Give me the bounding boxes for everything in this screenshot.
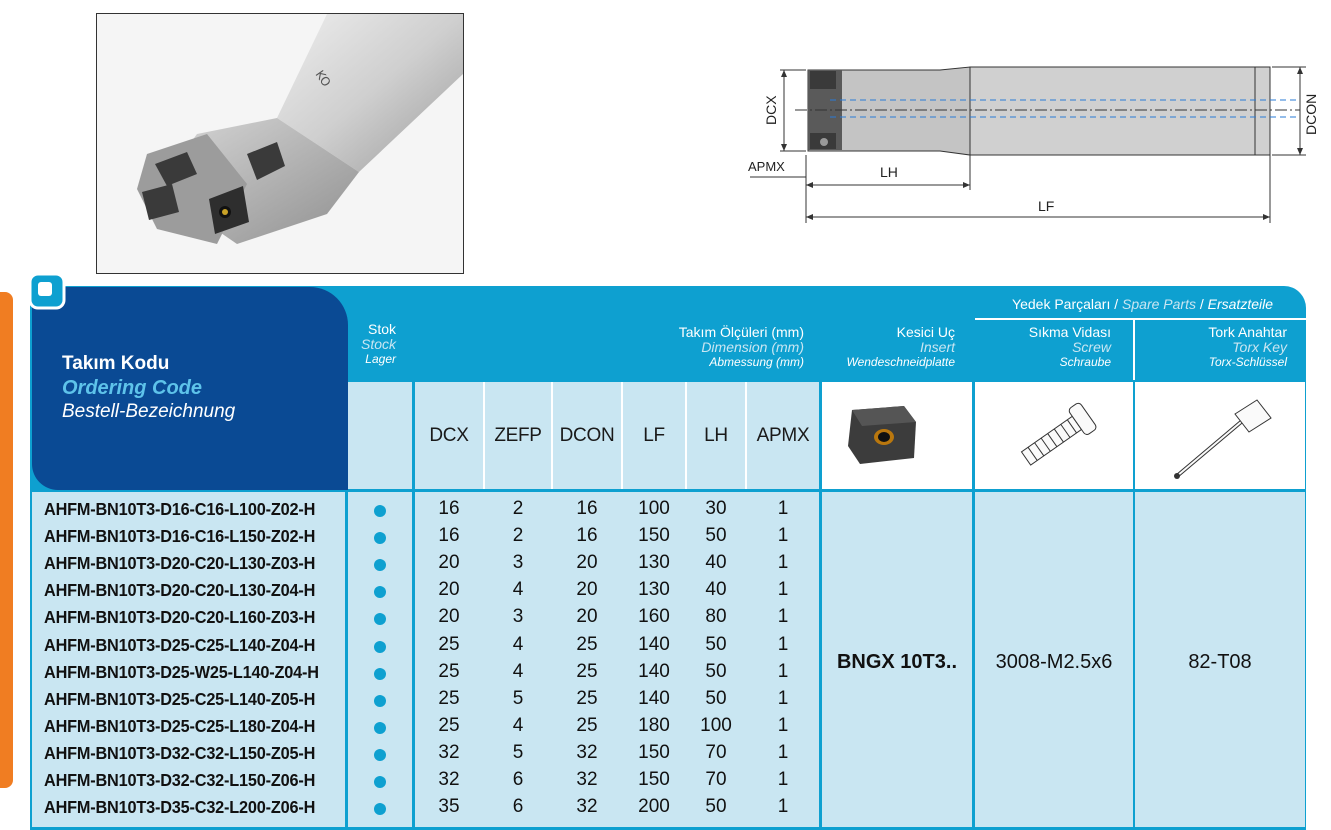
cell-dcx: 32: [438, 741, 460, 763]
stock-indicator-icon: [374, 722, 386, 734]
cell-apmx: 1: [777, 606, 789, 628]
cell-zefp: 4: [512, 660, 524, 682]
dcx-label: DCX: [763, 95, 779, 125]
cell-apmx: 1: [777, 714, 789, 736]
cell-apmx: 1: [777, 796, 789, 818]
dimensions-header-de: Abmessung (mm): [709, 355, 804, 369]
key-header-de: Torx-Schlüssel: [1208, 355, 1287, 369]
cell-dcx: 20: [438, 552, 460, 574]
spare-parts-sep2: /: [1195, 296, 1208, 312]
cell-apmx: 1: [777, 741, 789, 763]
cell-lh: 40: [705, 552, 727, 574]
cell-zefp: 5: [512, 741, 524, 763]
col-header-apmx: APMX: [756, 425, 810, 446]
row-ordering-code: AHFM-BN10T3-D20-C20-L130-Z04-H: [44, 580, 316, 601]
row-ordering-code: AHFM-BN10T3-D25-C25-L140-Z05-H: [44, 688, 316, 709]
cell-dcx: 20: [438, 606, 460, 628]
cell-lf: 140: [638, 633, 670, 655]
col-sep: [483, 382, 485, 489]
row-ordering-code: AHFM-BN10T3-D25-C25-L140-Z04-H: [44, 634, 316, 655]
stock-header: [348, 322, 396, 367]
cell-dcon: 20: [576, 579, 598, 601]
cell-dcon: 20: [576, 606, 598, 628]
cell-zefp: 2: [512, 525, 524, 547]
cell-dcx: 25: [438, 660, 460, 682]
product-photo: [96, 13, 464, 274]
stock-indicator-icon: [374, 668, 386, 680]
stock-indicator-icon: [374, 695, 386, 707]
stock-image-cell: [348, 382, 412, 489]
insert-image-cell: [822, 382, 972, 489]
dimensions-header: [560, 325, 804, 370]
dcon-label: DCON: [1303, 93, 1319, 135]
cell-lf: 140: [638, 660, 670, 682]
cell-dcon: 32: [576, 741, 598, 763]
spare-parts-rule: [975, 318, 1306, 320]
insert-code: BNGX 10T3..: [836, 651, 958, 673]
cell-lh: 40: [705, 579, 727, 601]
cell-zefp: 4: [512, 633, 524, 655]
ordering-title-tr: Takım Kodu: [62, 353, 170, 374]
row-ordering-code: AHFM-BN10T3-D20-C20-L130-Z03-H: [44, 553, 316, 574]
cell-dcx: 16: [438, 525, 460, 547]
technical-drawing: [740, 55, 1320, 230]
col-sep: [685, 382, 687, 489]
screw-code: 3008-M2.5x6: [995, 651, 1113, 673]
cell-lf: 160: [638, 606, 670, 628]
col-header-lf: LF: [643, 425, 665, 446]
cell-apmx: 1: [777, 769, 789, 790]
cell-lf: 180: [638, 714, 670, 736]
col-header-dcx: DCX: [429, 425, 469, 446]
cell-dcon: 32: [576, 796, 598, 818]
cell-lf: 100: [638, 498, 670, 519]
cell-dcon: 20: [576, 552, 598, 574]
cell-lh: 70: [705, 769, 727, 790]
lf-label: LF: [1038, 198, 1055, 214]
milling-cutter-photo: [97, 14, 463, 273]
stock-indicator-icon: [374, 776, 386, 788]
cell-lh: 100: [700, 714, 732, 736]
cell-apmx: 1: [777, 579, 789, 601]
cell-dcon: 25: [576, 633, 598, 655]
cell-dcx: 35: [438, 796, 460, 818]
screw-header: [975, 325, 1111, 370]
cell-dcx: 25: [438, 687, 460, 709]
row-ordering-code: AHFM-BN10T3-D25-W25-L140-Z04-H: [44, 661, 319, 682]
cell-lh: 50: [705, 660, 727, 682]
cell-zefp: 4: [512, 579, 524, 601]
cell-apmx: 1: [777, 687, 789, 709]
dimensions-header-tr: Takım Ölçüleri (mm): [678, 324, 804, 340]
cell-dcon: 25: [576, 660, 598, 682]
cell-dcon: 25: [576, 687, 598, 709]
cell-lf: 150: [638, 769, 670, 790]
col-sep: [621, 382, 623, 489]
stock-indicator-icon: [374, 749, 386, 761]
spare-parts-de: Ersatzteile: [1207, 296, 1273, 312]
key-header-tr: Tork Anahtar: [1208, 324, 1287, 340]
cell-apmx: 1: [777, 552, 789, 574]
stock-header-tr: Stok: [367, 321, 396, 337]
stock-indicator-icon: [374, 803, 386, 815]
cell-dcx: 16: [438, 498, 460, 519]
cell-lf: 140: [638, 687, 670, 709]
cell-zefp: 5: [512, 687, 524, 709]
engraving-text: KO: [312, 67, 334, 90]
cell-dcx: 20: [438, 579, 460, 601]
cell-lf: 150: [638, 525, 670, 547]
lh-label: LH: [880, 164, 898, 180]
side-tab: [0, 292, 13, 788]
screw-icon: [975, 382, 1133, 489]
cell-apmx: 1: [777, 660, 789, 682]
ordering-title-en: Ordering Code: [62, 377, 203, 399]
spare-parts-divider: [1133, 320, 1135, 380]
stock-indicator-icon: [374, 505, 386, 517]
screw-header-tr: Sıkma Vidası: [1028, 324, 1111, 340]
stock-indicator-icon: [374, 641, 386, 653]
col-header-lh: LH: [704, 425, 728, 446]
cell-dcx: 32: [438, 769, 460, 790]
cell-dcx: 25: [438, 633, 460, 655]
col-sep: [551, 382, 553, 489]
cell-lh: 50: [705, 525, 727, 547]
cell-dcon: 25: [576, 714, 598, 736]
row-ordering-code: AHFM-BN10T3-D25-C25-L180-Z04-H: [44, 715, 316, 736]
col-header-dcon: DCON: [559, 425, 615, 446]
key-code: 82-T08: [1188, 651, 1252, 673]
ordering-code-header: [32, 287, 348, 490]
col-sep: [745, 382, 747, 489]
row-ordering-code: AHFM-BN10T3-D32-C32-L150-Z06-H: [44, 770, 316, 790]
cell-dcx: 25: [438, 714, 460, 736]
cell-dcon: 16: [576, 498, 598, 519]
cell-lh: 30: [705, 498, 727, 519]
row-ordering-code: AHFM-BN10T3-D32-C32-L150-Z05-H: [44, 742, 316, 763]
cell-lh: 70: [705, 741, 727, 763]
insert-icon: [822, 382, 972, 489]
key-header: [1135, 325, 1287, 370]
spare-parts-sep1: /: [1110, 296, 1123, 312]
ordering-code-icon: [28, 272, 66, 310]
screw-header-de: Schraube: [1059, 355, 1111, 369]
cell-zefp: 6: [512, 796, 524, 818]
cell-lf: 130: [638, 579, 670, 601]
cell-zefp: 4: [512, 714, 524, 736]
cell-apmx: 1: [777, 498, 789, 519]
cell-zefp: 6: [512, 769, 524, 790]
spare-parts-en: Spare Parts: [1122, 296, 1196, 312]
stock-header-en: Stock: [360, 336, 396, 352]
insert-header-en: Insert: [919, 339, 955, 355]
stock-indicator-icon: [374, 532, 386, 544]
screw-image-cell: [975, 382, 1133, 489]
row-ordering-code: AHFM-BN10T3-D35-C32-L200-Z06-H: [44, 797, 316, 818]
cell-dcon: 32: [576, 769, 598, 790]
cell-lh: 50: [705, 687, 727, 709]
insert-header: [820, 325, 955, 370]
tool-dimension-drawing: [740, 55, 1320, 230]
stock-header-de: Lager: [365, 352, 396, 366]
row-ordering-code: AHFM-BN10T3-D16-C16-L150-Z02-H: [44, 526, 316, 547]
cell-apmx: 1: [777, 525, 789, 547]
cell-zefp: 3: [512, 552, 524, 574]
row-ordering-code: AHFM-BN10T3-D16-C16-L100-Z02-H: [44, 499, 316, 519]
insert-header-tr: Kesici Uç: [896, 324, 955, 340]
cell-lf: 150: [638, 741, 670, 763]
insert-header-de: Wendeschneidplatte: [846, 355, 955, 369]
cell-lf: 200: [638, 796, 670, 818]
key-image-cell: [1135, 382, 1305, 489]
row-ordering-code: AHFM-BN10T3-D20-C20-L160-Z03-H: [44, 607, 316, 628]
cell-zefp: 3: [512, 606, 524, 628]
screw-header-en: Screw: [1072, 339, 1111, 355]
cell-lh: 50: [705, 633, 727, 655]
col-header-zefp: ZEFP: [494, 425, 542, 446]
key-header-en: Torx Key: [1232, 339, 1287, 355]
spare-parts-header: [975, 297, 1273, 312]
spare-parts-tr: Yedek Parçaları: [1012, 296, 1111, 312]
ordering-title-de: Bestell-Bezeichnung: [62, 401, 236, 422]
cell-apmx: 1: [777, 633, 789, 655]
cell-lf: 130: [638, 552, 670, 574]
torx-key-icon: [1135, 382, 1305, 489]
cell-zefp: 2: [512, 498, 524, 519]
apmx-label: APMX: [748, 159, 785, 174]
dimensions-header-en: Dimension (mm): [701, 339, 804, 355]
cell-lh: 80: [705, 606, 727, 628]
cell-dcon: 16: [576, 525, 598, 547]
cell-lh: 50: [705, 796, 727, 818]
